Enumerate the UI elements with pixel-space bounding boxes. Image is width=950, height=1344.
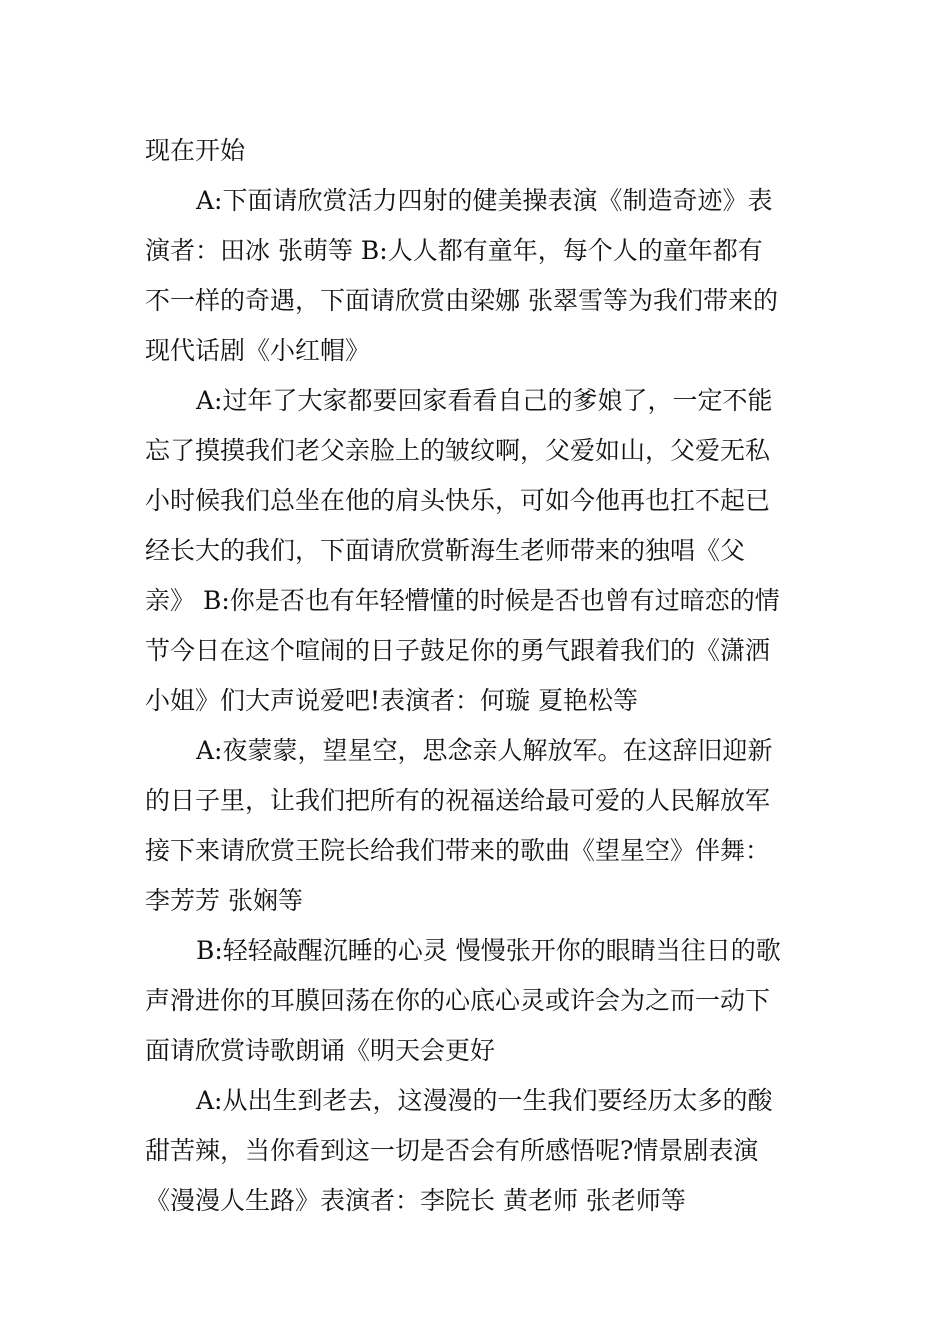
text-line: 经长大的我们，下面请欣赏靳海生老师带来的独唱《父 (145, 536, 746, 565)
text-line: 甜苦辣，当你看到这一切是否会有所感悟呢?情景剧表演 (145, 1136, 759, 1165)
text-line: 《漫漫人生路》表演者：李院长 黄老师 张老师等 (145, 1186, 686, 1215)
text-line: A:夜蒙蒙，望星空，思念亲人解放军。在这辞旧迎新 (196, 736, 773, 765)
text-line: 接下来请欣赏王院长给我们带来的歌曲《望星空》伴舞： (145, 836, 771, 865)
text-line: 现代话剧《小红帽》 (145, 336, 371, 365)
text-line: A:下面请欣赏活力四射的健美操表演《制造奇迹》表 (196, 186, 773, 215)
text-line: B:轻轻敲醒沉睡的心灵 慢慢张开你的眼睛当往日的歌 (196, 936, 781, 965)
text-line: 不一样的奇遇，下面请欣赏由梁娜 张翠雪等为我们带来的 (145, 286, 778, 315)
text-line: 李芳芳 张娴等 (145, 886, 303, 915)
text-line: 忘了摸摸我们老父亲脸上的皱纹啊，父爱如山，父爱无私 (145, 436, 771, 465)
text-line: A:从出生到老去，这漫漫的一生我们要经历太多的酸 (196, 1086, 773, 1115)
text-line: 小时候我们总坐在他的肩头快乐，可如今他再也扛不起已 (145, 486, 771, 515)
text-line: 节今日在这个喧闹的日子鼓足你的勇气跟着我们的《潇洒 (145, 636, 771, 665)
text-line: 面请欣赏诗歌朗诵《明天会更好 (145, 1036, 496, 1065)
text-line: 的日子里，让我们把所有的祝福送给最可爱的人民解放军 (145, 786, 771, 815)
text-line: 亲》 B:你是否也有年轻懵懂的时候是否也曾有过暗恋的情 (145, 586, 780, 615)
text-line: 声滑进你的耳膜回荡在你的心底心灵或许会为之而一动下 (145, 986, 771, 1015)
text-line: 现在开始 (145, 136, 246, 165)
text-line: A:过年了大家都要回家看看自己的爹娘了，一定不能 (196, 386, 773, 415)
text-line: 小姐》们大声说爱吧!表演者：何璇 夏艳松等 (145, 686, 638, 715)
text-line: 演者：田冰 张萌等 B:人人都有童年，每个人的童年都有 (145, 236, 763, 265)
